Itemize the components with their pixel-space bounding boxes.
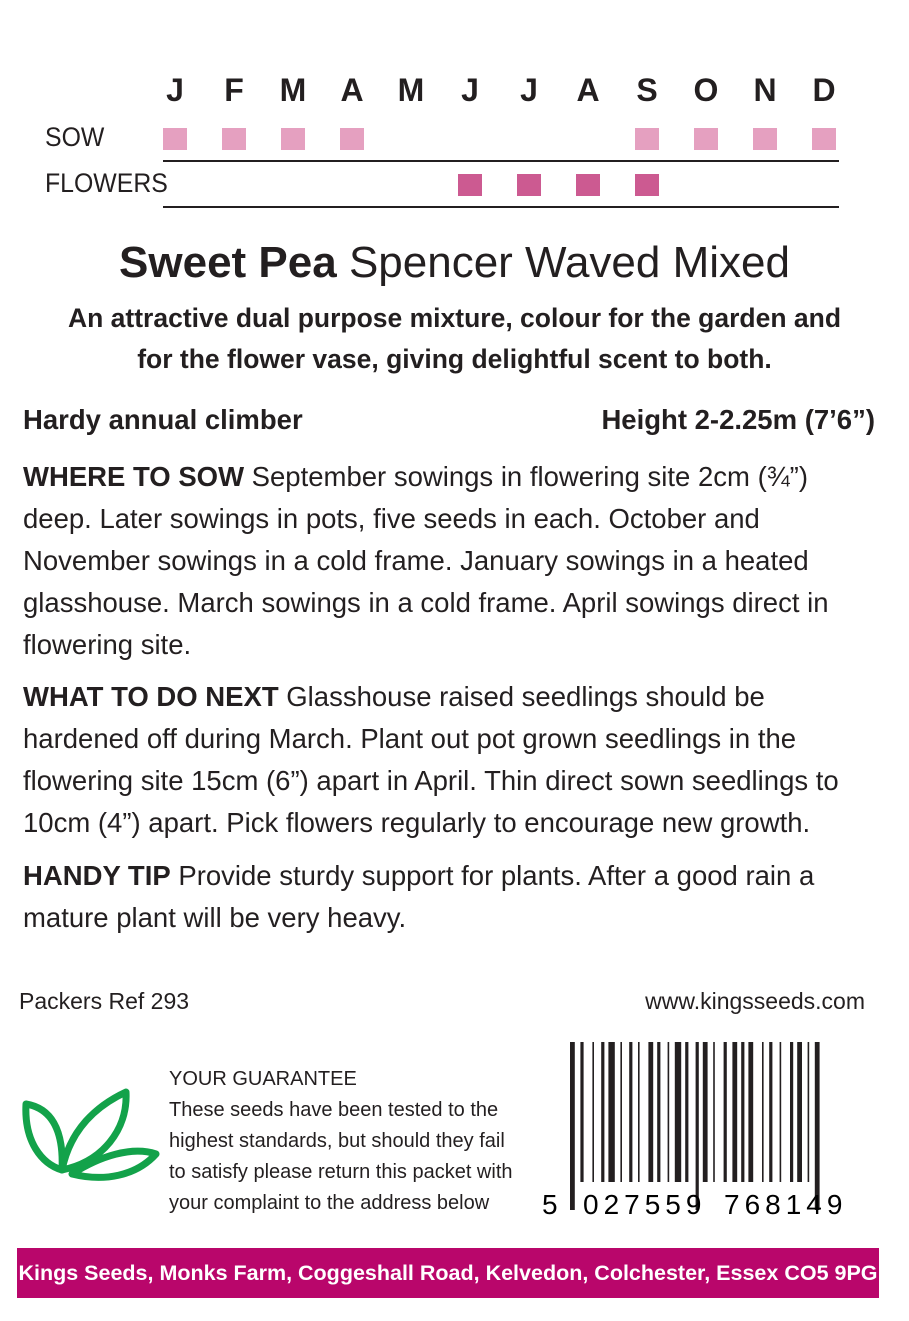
packers-ref: Packers Ref 293 (19, 988, 190, 1014)
guarantee-line: highest standards, but should they fail (169, 1130, 505, 1152)
barcode-bar (815, 1042, 820, 1210)
product-name: Sweet Pea (119, 238, 337, 287)
month-label: N (753, 72, 777, 108)
month-label: F (224, 72, 244, 108)
month-label: O (693, 72, 719, 108)
sow-month-marker (281, 128, 305, 150)
barcode-bar (748, 1042, 753, 1182)
barcode-bar (668, 1042, 670, 1182)
month-label: D (812, 72, 836, 108)
where-to-sow-heading: WHERE TO SOW (23, 461, 245, 492)
barcode-bar (732, 1042, 737, 1182)
guarantee-line: to satisfy please return this packet with (169, 1161, 513, 1183)
guarantee-line: These seeds have been tested to the (169, 1099, 499, 1121)
flowers-row-label: FLOWERS (45, 168, 168, 198)
product-variety: Spencer Waved Mixed (336, 238, 790, 287)
flower-month-marker (576, 174, 600, 196)
barcode-digits-right: 768149 (724, 1189, 848, 1220)
sow-month-marker (163, 128, 187, 150)
what-to-do-next-heading: WHAT TO DO NEXT (23, 681, 279, 712)
sowing-calendar (0, 0, 909, 215)
month-label: M (279, 72, 307, 108)
guarantee-heading: YOUR GUARANTEE (169, 1068, 357, 1090)
handy-tip-section (23, 855, 883, 939)
month-label: A (576, 72, 600, 108)
barcode-bar (780, 1042, 782, 1182)
where-to-sow-section (23, 456, 883, 666)
barcode-bar (601, 1042, 604, 1182)
barcode-bar (592, 1042, 594, 1182)
barcode-bar (769, 1042, 772, 1182)
barcode-bar (797, 1042, 802, 1182)
barcode (540, 1042, 872, 1220)
sow-month-marker (694, 128, 718, 150)
barcode-bar (638, 1042, 640, 1182)
barcode-bar (648, 1042, 653, 1182)
barcode-bar (580, 1042, 583, 1182)
guarantee-text (169, 1064, 539, 1219)
what-to-do-next-section (23, 676, 883, 844)
month-label: A (340, 72, 364, 108)
month-label: J (461, 72, 479, 108)
sow-month-marker (340, 128, 364, 150)
barcode-bar (790, 1042, 793, 1182)
plant-type: Hardy annual climber (23, 404, 303, 435)
barcode-bar (657, 1042, 660, 1182)
barcode-digit-first: 5 (542, 1189, 558, 1220)
calendar-bottom-rule (163, 206, 839, 208)
sow-row-label: SOW (45, 122, 105, 152)
barcode-bar (685, 1042, 688, 1182)
barcode-bar (703, 1042, 708, 1182)
product-title (0, 238, 909, 288)
flower-month-marker (517, 174, 541, 196)
barcode-bar (629, 1042, 632, 1182)
sow-month-marker (635, 128, 659, 150)
barcode-bar (762, 1042, 764, 1182)
sow-month-marker (812, 128, 836, 150)
barcode-bar (620, 1042, 622, 1182)
product-description (30, 298, 879, 380)
barcode-bar (808, 1042, 810, 1182)
flower-month-marker (458, 174, 482, 196)
plant-height: Height 2-2.25m (7’6”) (601, 404, 875, 435)
month-label: J (520, 72, 538, 108)
barcode-bar (724, 1042, 727, 1182)
barcode-digits-left: 027559 (583, 1189, 707, 1220)
month-label: S (636, 72, 658, 108)
barcode-bar (570, 1042, 575, 1210)
description-line: for the flower vase, giving delightful scent to both. (137, 344, 772, 374)
leaf-logo-icon (20, 1082, 164, 1182)
sow-month-marker (222, 128, 246, 150)
barcode-bar (713, 1042, 715, 1182)
barcode-bar (675, 1042, 681, 1182)
description-line: An attractive dual purpose mixture, colour for the garden and (67, 303, 842, 333)
barcode-bar (741, 1042, 744, 1182)
month-label: J (166, 72, 184, 108)
barcode-bar (696, 1042, 699, 1210)
calendar-divider (163, 160, 839, 162)
website-link[interactable]: www.kingsseeds.com (645, 988, 865, 1014)
handy-tip-heading: HANDY TIP (23, 860, 171, 891)
guarantee-line: your complaint to the address below (169, 1192, 490, 1214)
what-to-do-next-text: Glasshouse raised seedlings should be hardened off during March. Plant out pot grown seedlings in the flowering site 15cm (6”) apart in April. Thin direct sown seedlings to 10cm (4”) apart. Pick flowers regularly to encourage new growth. (23, 681, 839, 838)
sow-month-marker (753, 128, 777, 150)
where-to-sow-text: September sowings in flowering site 2cm (¾”) deep. Later sowings in pots, five seeds in each. October and November sowings in a cold frame. January sowings in a heated glasshouse. March sowings in a cold frame. April sowings direct in flowering site. (23, 461, 829, 660)
flower-month-marker (635, 174, 659, 196)
month-label: M (397, 72, 425, 108)
barcode-bar (608, 1042, 614, 1182)
handy-tip-text: Provide sturdy support for plants. After a good rain a mature plant will be very heavy. (23, 860, 815, 933)
company-address-bar: Kings Seeds, Monks Farm, Coggeshall Road, Kelvedon, Colchester, Essex CO5 9PG (17, 1248, 879, 1298)
